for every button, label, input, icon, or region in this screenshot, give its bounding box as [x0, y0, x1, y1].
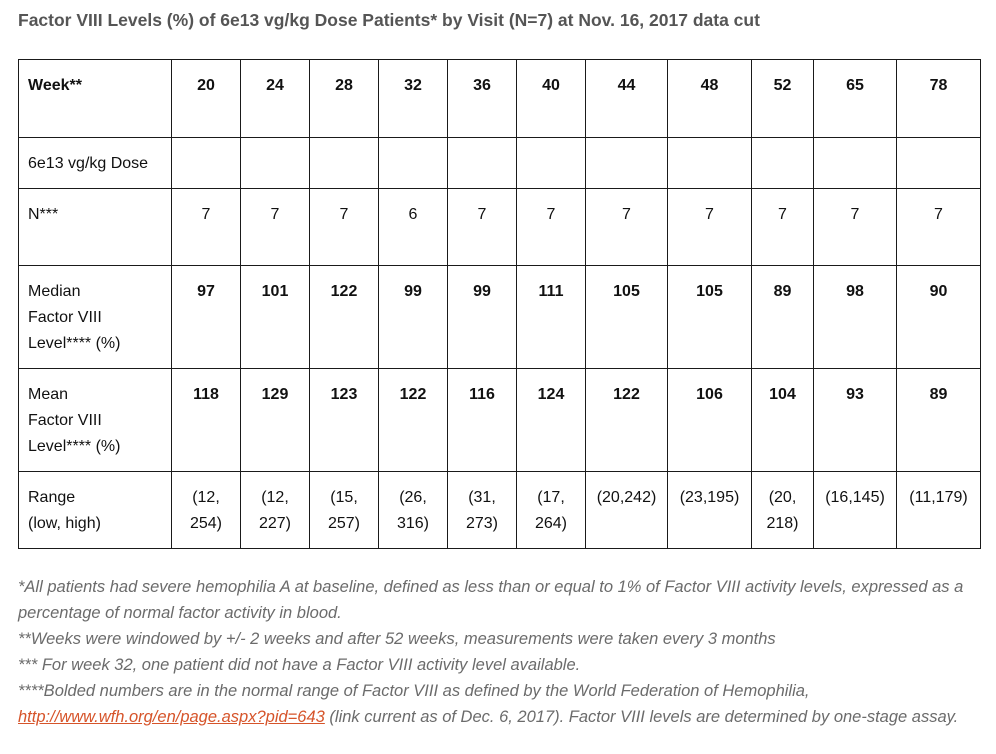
footnote-1: *All patients had severe hemophilia A at baseline, defined as less than or equal to 1% of Factor VIII activity levels, expressed as a percentage of normal factor activity in blood. [18, 578, 964, 622]
factor-viii-table [18, 59, 981, 549]
n-label: N*** [19, 189, 172, 266]
range-cell [586, 472, 668, 549]
range-cell [752, 472, 814, 549]
range-cell [517, 472, 586, 549]
range-label [19, 472, 172, 549]
week-cell: 36 [448, 60, 517, 138]
dose-row [19, 138, 981, 189]
range-cell [668, 472, 752, 549]
mean-label-line: Mean [28, 386, 69, 403]
mean-cell: 123 [310, 369, 379, 472]
range-cell-line: 254) [189, 515, 223, 532]
range-cell-line: (11,179) [909, 489, 968, 506]
dose-empty-cell [172, 138, 241, 189]
range-cell [379, 472, 448, 549]
n-cell: 7 [310, 189, 379, 266]
range-label-line: Range [28, 489, 76, 506]
mean-cell: 129 [241, 369, 310, 472]
mean-cell: 124 [517, 369, 586, 472]
range-cell-line: (17, [537, 489, 565, 506]
range-cell-line: 257) [327, 515, 361, 532]
n-cell: 7 [586, 189, 668, 266]
n-cell: 7 [241, 189, 310, 266]
mean-cell: 93 [814, 369, 897, 472]
n-cell: 7 [897, 189, 981, 266]
range-cell-line: (26, [399, 489, 427, 506]
footnote-4 [18, 678, 983, 730]
median-label-line: Factor VIII [28, 309, 102, 326]
n-row [19, 189, 981, 266]
mean-cell: 122 [379, 369, 448, 472]
week-cell: 40 [517, 60, 586, 138]
week-header-label: Week** [19, 60, 172, 138]
range-cell-line: 264) [534, 515, 568, 532]
range-cell-line: (23,195) [679, 489, 740, 506]
median-cell: 111 [517, 266, 586, 369]
range-cell-line: 227) [258, 515, 292, 532]
table-header-row [19, 60, 981, 138]
range-row [19, 472, 981, 549]
dose-label: 6e13 vg/kg Dose [19, 138, 172, 189]
dose-empty-cell [379, 138, 448, 189]
week-cell: 24 [241, 60, 310, 138]
range-cell-line: (12, [192, 489, 220, 506]
median-cell: 99 [379, 266, 448, 369]
range-cell-line: (31, [468, 489, 496, 506]
median-cell: 90 [897, 266, 981, 369]
mean-cell: 106 [668, 369, 752, 472]
week-cell: 44 [586, 60, 668, 138]
dose-empty-cell [310, 138, 379, 189]
n-cell: 7 [448, 189, 517, 266]
week-cell: 48 [668, 60, 752, 138]
mean-cell: 116 [448, 369, 517, 472]
footnote-3: *** For week 32, one patient did not have a Factor VIII activity level available. [18, 656, 581, 674]
range-cell-line: 218) [766, 515, 799, 532]
dose-empty-cell [517, 138, 586, 189]
mean-label [19, 369, 172, 472]
median-cell: 101 [241, 266, 310, 369]
median-cell: 97 [172, 266, 241, 369]
dose-empty-cell [752, 138, 814, 189]
median-cell: 89 [752, 266, 814, 369]
range-cell-line: (20,242) [596, 489, 657, 506]
dose-empty-cell [814, 138, 897, 189]
wfh-link[interactable]: http://www.wfh.org/en/page.aspx?pid=643 [18, 708, 325, 726]
mean-label-line: Factor VIII [28, 412, 102, 429]
n-cell: 6 [379, 189, 448, 266]
range-cell [897, 472, 981, 549]
n-cell: 7 [752, 189, 814, 266]
week-cell: 65 [814, 60, 897, 138]
range-cell [814, 472, 897, 549]
mean-row [19, 369, 981, 472]
median-row [19, 266, 981, 369]
week-cell: 52 [752, 60, 814, 138]
dose-empty-cell [668, 138, 752, 189]
dose-empty-cell [897, 138, 981, 189]
range-cell [448, 472, 517, 549]
mean-cell: 104 [752, 369, 814, 472]
median-label [19, 266, 172, 369]
range-cell [241, 472, 310, 549]
median-cell: 105 [668, 266, 752, 369]
median-cell: 122 [310, 266, 379, 369]
footnote-4-tail: (link current as of Dec. 6, 2017). Factor VIII levels are determined by one-stage assay. [324, 708, 959, 726]
footnotes [18, 574, 983, 730]
n-cell: 7 [517, 189, 586, 266]
mean-label-line: Level**** (%) [28, 438, 121, 455]
range-cell-line: (16,145) [825, 489, 885, 506]
week-cell: 20 [172, 60, 241, 138]
mean-cell: 122 [586, 369, 668, 472]
median-label-line: Median [28, 283, 81, 300]
range-cell [310, 472, 379, 549]
footnote-2: **Weeks were windowed by +/- 2 weeks and after 52 weeks, measurements were taken every 3 months [18, 630, 776, 648]
range-cell-line: (12, [261, 489, 289, 506]
footnote-4-text: ****Bolded numbers are in the normal range of Factor VIII as defined by the World Federation of Hemophilia, [18, 682, 810, 700]
range-cell [172, 472, 241, 549]
n-cell: 7 [668, 189, 752, 266]
mean-cell: 118 [172, 369, 241, 472]
dose-empty-cell [241, 138, 310, 189]
dose-empty-cell [448, 138, 517, 189]
page-title: Factor VIII Levels (%) of 6e13 vg/kg Dose Patients* by Visit (N=7) at Nov. 16, 2017 data cut [18, 10, 760, 30]
range-cell-line: (20, [768, 489, 797, 506]
dose-empty-cell [586, 138, 668, 189]
week-cell: 32 [379, 60, 448, 138]
range-label-line: (low, high) [28, 515, 101, 532]
median-cell: 99 [448, 266, 517, 369]
range-cell-line: (15, [330, 489, 358, 506]
week-cell: 78 [897, 60, 981, 138]
range-cell-line: 316) [396, 515, 430, 532]
mean-cell: 89 [897, 369, 981, 472]
median-label-line: Level**** (%) [28, 335, 121, 352]
median-cell: 105 [586, 266, 668, 369]
n-cell: 7 [814, 189, 897, 266]
median-cell: 98 [814, 266, 897, 369]
range-cell-line: 273) [465, 515, 499, 532]
week-cell: 28 [310, 60, 379, 138]
n-cell: 7 [172, 189, 241, 266]
